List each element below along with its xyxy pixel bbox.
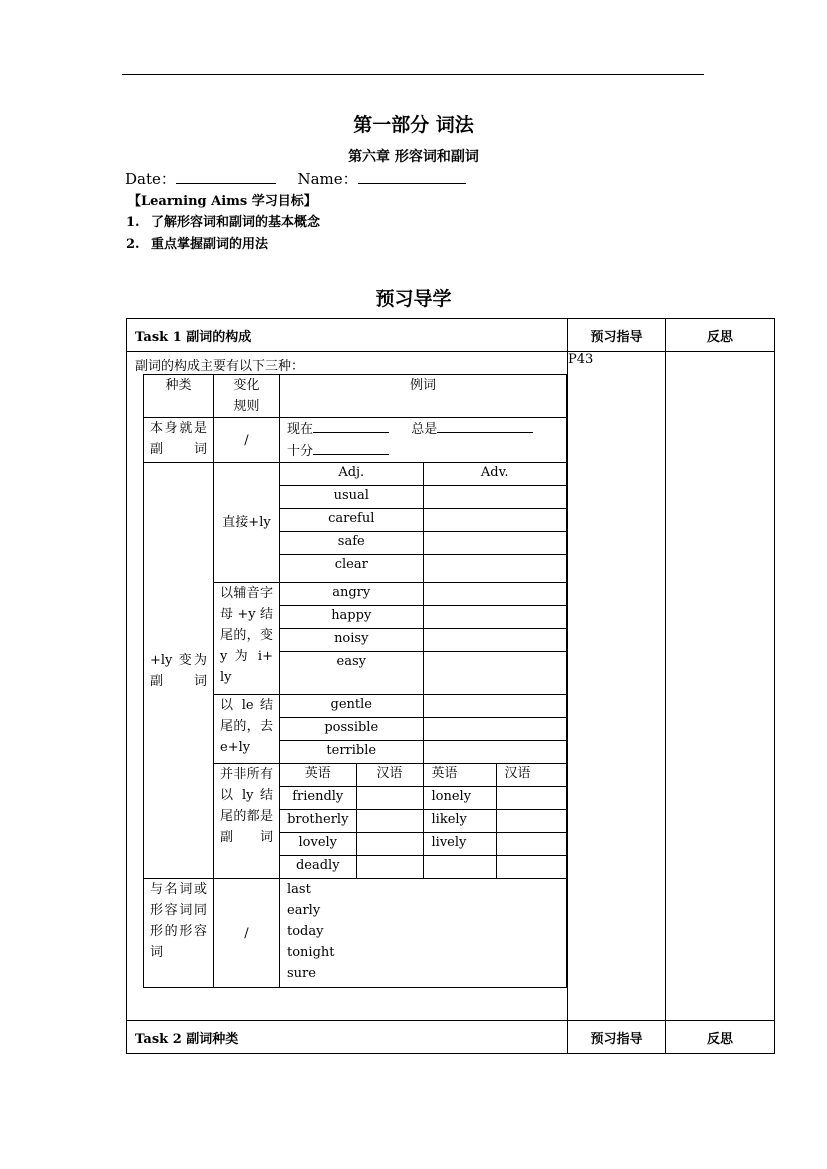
aim-text: 重点掌握副词的用法 xyxy=(151,237,269,252)
rule-direct-ly: 直接+ly xyxy=(214,463,280,583)
task2-reflect-header: 反思 xyxy=(666,1021,775,1054)
example-label-very: 十分 xyxy=(287,444,314,459)
table-row-native-adverb xyxy=(144,418,567,463)
chinese-answer[interactable] xyxy=(496,810,566,833)
same-form-word: tonight xyxy=(287,945,335,960)
task1-content-cell xyxy=(127,352,568,1021)
task1-reflect-header: 反思 xyxy=(666,319,775,352)
rule-consonant-y: 以辅音字母+y结尾的，变 y 为 i+ ly xyxy=(214,583,280,695)
same-form-word: last xyxy=(287,882,311,897)
preview-table xyxy=(126,318,775,1054)
adv-answer[interactable] xyxy=(423,486,566,509)
answer-blank[interactable] xyxy=(313,440,389,455)
task1-intro: 副词的构成主要有以下三种： xyxy=(135,359,305,374)
chinese-answer[interactable] xyxy=(356,810,423,833)
task2-header-row xyxy=(127,1021,775,1054)
same-form-word: sure xyxy=(287,966,316,981)
adj-word: clear xyxy=(280,555,423,583)
sub-header-english: 英语 xyxy=(280,764,356,787)
chinese-answer[interactable] xyxy=(496,856,566,879)
adj-word: noisy xyxy=(280,629,423,652)
col-type-header: 种类 xyxy=(144,375,214,418)
type-ly-adverb: +ly 变为副词 xyxy=(144,463,214,879)
type-same-form: 与名词或形容词同形的形容词 xyxy=(144,879,214,988)
chinese-answer[interactable] xyxy=(356,856,423,879)
english-word: friendly xyxy=(280,787,356,810)
sub-header-chinese: 汉语 xyxy=(356,764,423,787)
adj-header: Adj. xyxy=(280,463,423,486)
chinese-answer[interactable] xyxy=(496,787,566,810)
adv-header: Adv. xyxy=(423,463,566,486)
example-label-now: 现在 xyxy=(287,422,314,437)
date-name-line xyxy=(125,168,466,189)
rule-same-form: / xyxy=(214,879,280,988)
sub-header-english: 英语 xyxy=(423,764,496,787)
english-word: deadly xyxy=(280,856,356,879)
part-title: 第一部分 词法 xyxy=(353,114,474,136)
english-word: likely xyxy=(423,810,496,833)
task1-title: Task 1 副词的构成 xyxy=(127,319,568,352)
name-field[interactable] xyxy=(358,169,466,184)
task1-body-row xyxy=(127,352,775,1021)
table-row-ly-direct xyxy=(144,463,567,583)
task1-header-row xyxy=(127,319,775,352)
adv-answer[interactable] xyxy=(423,509,566,532)
group3-table xyxy=(280,695,566,763)
section-title: 预习导学 xyxy=(375,288,452,310)
chinese-answer[interactable] xyxy=(496,833,566,856)
group2-cell xyxy=(280,583,567,695)
group3-cell xyxy=(280,695,567,764)
same-form-word: today xyxy=(287,924,324,939)
task1-guide-header: 预习指导 xyxy=(568,319,666,352)
task1-reflect-cell[interactable] xyxy=(666,352,775,1021)
group1-table xyxy=(280,463,566,582)
adj-word: gentle xyxy=(280,695,423,718)
example-label-always: 总是 xyxy=(411,422,438,437)
date-field[interactable] xyxy=(176,169,276,184)
col-example-header: 例词 xyxy=(280,375,567,418)
adv-answer[interactable] xyxy=(423,652,566,695)
learning-aims-title: 【Learning Aims 学习目标】 xyxy=(128,194,317,209)
table-row-same-form xyxy=(144,879,567,988)
rule-native-adverb: / xyxy=(214,418,280,463)
adj-word: safe xyxy=(280,532,423,555)
chinese-answer[interactable] xyxy=(356,787,423,810)
adj-word: angry xyxy=(280,583,423,606)
task2-guide-header: 预习指导 xyxy=(568,1021,666,1054)
rule-not-all-ly: 并非所有以 ly 结尾的都是副词 xyxy=(214,764,280,879)
adv-answer[interactable] xyxy=(423,695,566,718)
native-adverb-examples xyxy=(280,418,567,463)
task2-title: Task 2 副词种类 xyxy=(127,1021,568,1054)
aim-item xyxy=(126,211,320,230)
rule-le-ending: 以 le 结尾的，去 e+ly xyxy=(214,695,280,764)
answer-blank[interactable] xyxy=(437,418,533,433)
adv-answer[interactable] xyxy=(423,532,566,555)
adj-word: terrible xyxy=(280,741,423,764)
group1-cell xyxy=(280,463,567,583)
group2-table xyxy=(280,583,566,694)
adj-word: happy xyxy=(280,606,423,629)
same-form-word: early xyxy=(287,903,321,918)
name-label: Name： xyxy=(297,170,358,188)
adv-answer[interactable] xyxy=(423,583,566,606)
date-label: Date： xyxy=(125,170,176,188)
adv-answer[interactable] xyxy=(423,629,566,652)
adj-word: usual xyxy=(280,486,423,509)
header-rule xyxy=(122,74,704,75)
adj-word: possible xyxy=(280,718,423,741)
group4-table xyxy=(280,764,566,878)
adverb-formation-table xyxy=(143,374,567,988)
chapter-title: 第六章 形容词和副词 xyxy=(348,149,479,165)
adj-word: easy xyxy=(280,652,423,695)
english-word: lively xyxy=(423,833,496,856)
col-rule-header: 变化规则 xyxy=(214,375,280,418)
answer-blank[interactable] xyxy=(313,418,389,433)
english-word: lonely xyxy=(423,787,496,810)
english-word: lovely xyxy=(280,833,356,856)
chinese-answer[interactable] xyxy=(356,833,423,856)
group4-cell xyxy=(280,764,567,879)
adv-answer[interactable] xyxy=(423,555,566,583)
task1-guide-cell: P43 xyxy=(568,352,666,1021)
same-form-words xyxy=(280,879,567,988)
adj-word: careful xyxy=(280,509,423,532)
aim-item xyxy=(126,233,268,252)
sub-header-chinese: 汉语 xyxy=(496,764,566,787)
english-word: brotherly xyxy=(280,810,356,833)
adv-answer[interactable] xyxy=(423,718,566,741)
type-native-adverb: 本身就是副词 xyxy=(144,418,214,463)
aim-text: 了解形容词和副词的基本概念 xyxy=(151,215,321,230)
table-header-row xyxy=(144,375,567,418)
english-word xyxy=(423,856,496,879)
aim-number: 1. xyxy=(126,215,140,230)
adv-answer[interactable] xyxy=(423,606,566,629)
adv-answer[interactable] xyxy=(423,741,566,764)
aim-number: 2. xyxy=(126,237,140,252)
